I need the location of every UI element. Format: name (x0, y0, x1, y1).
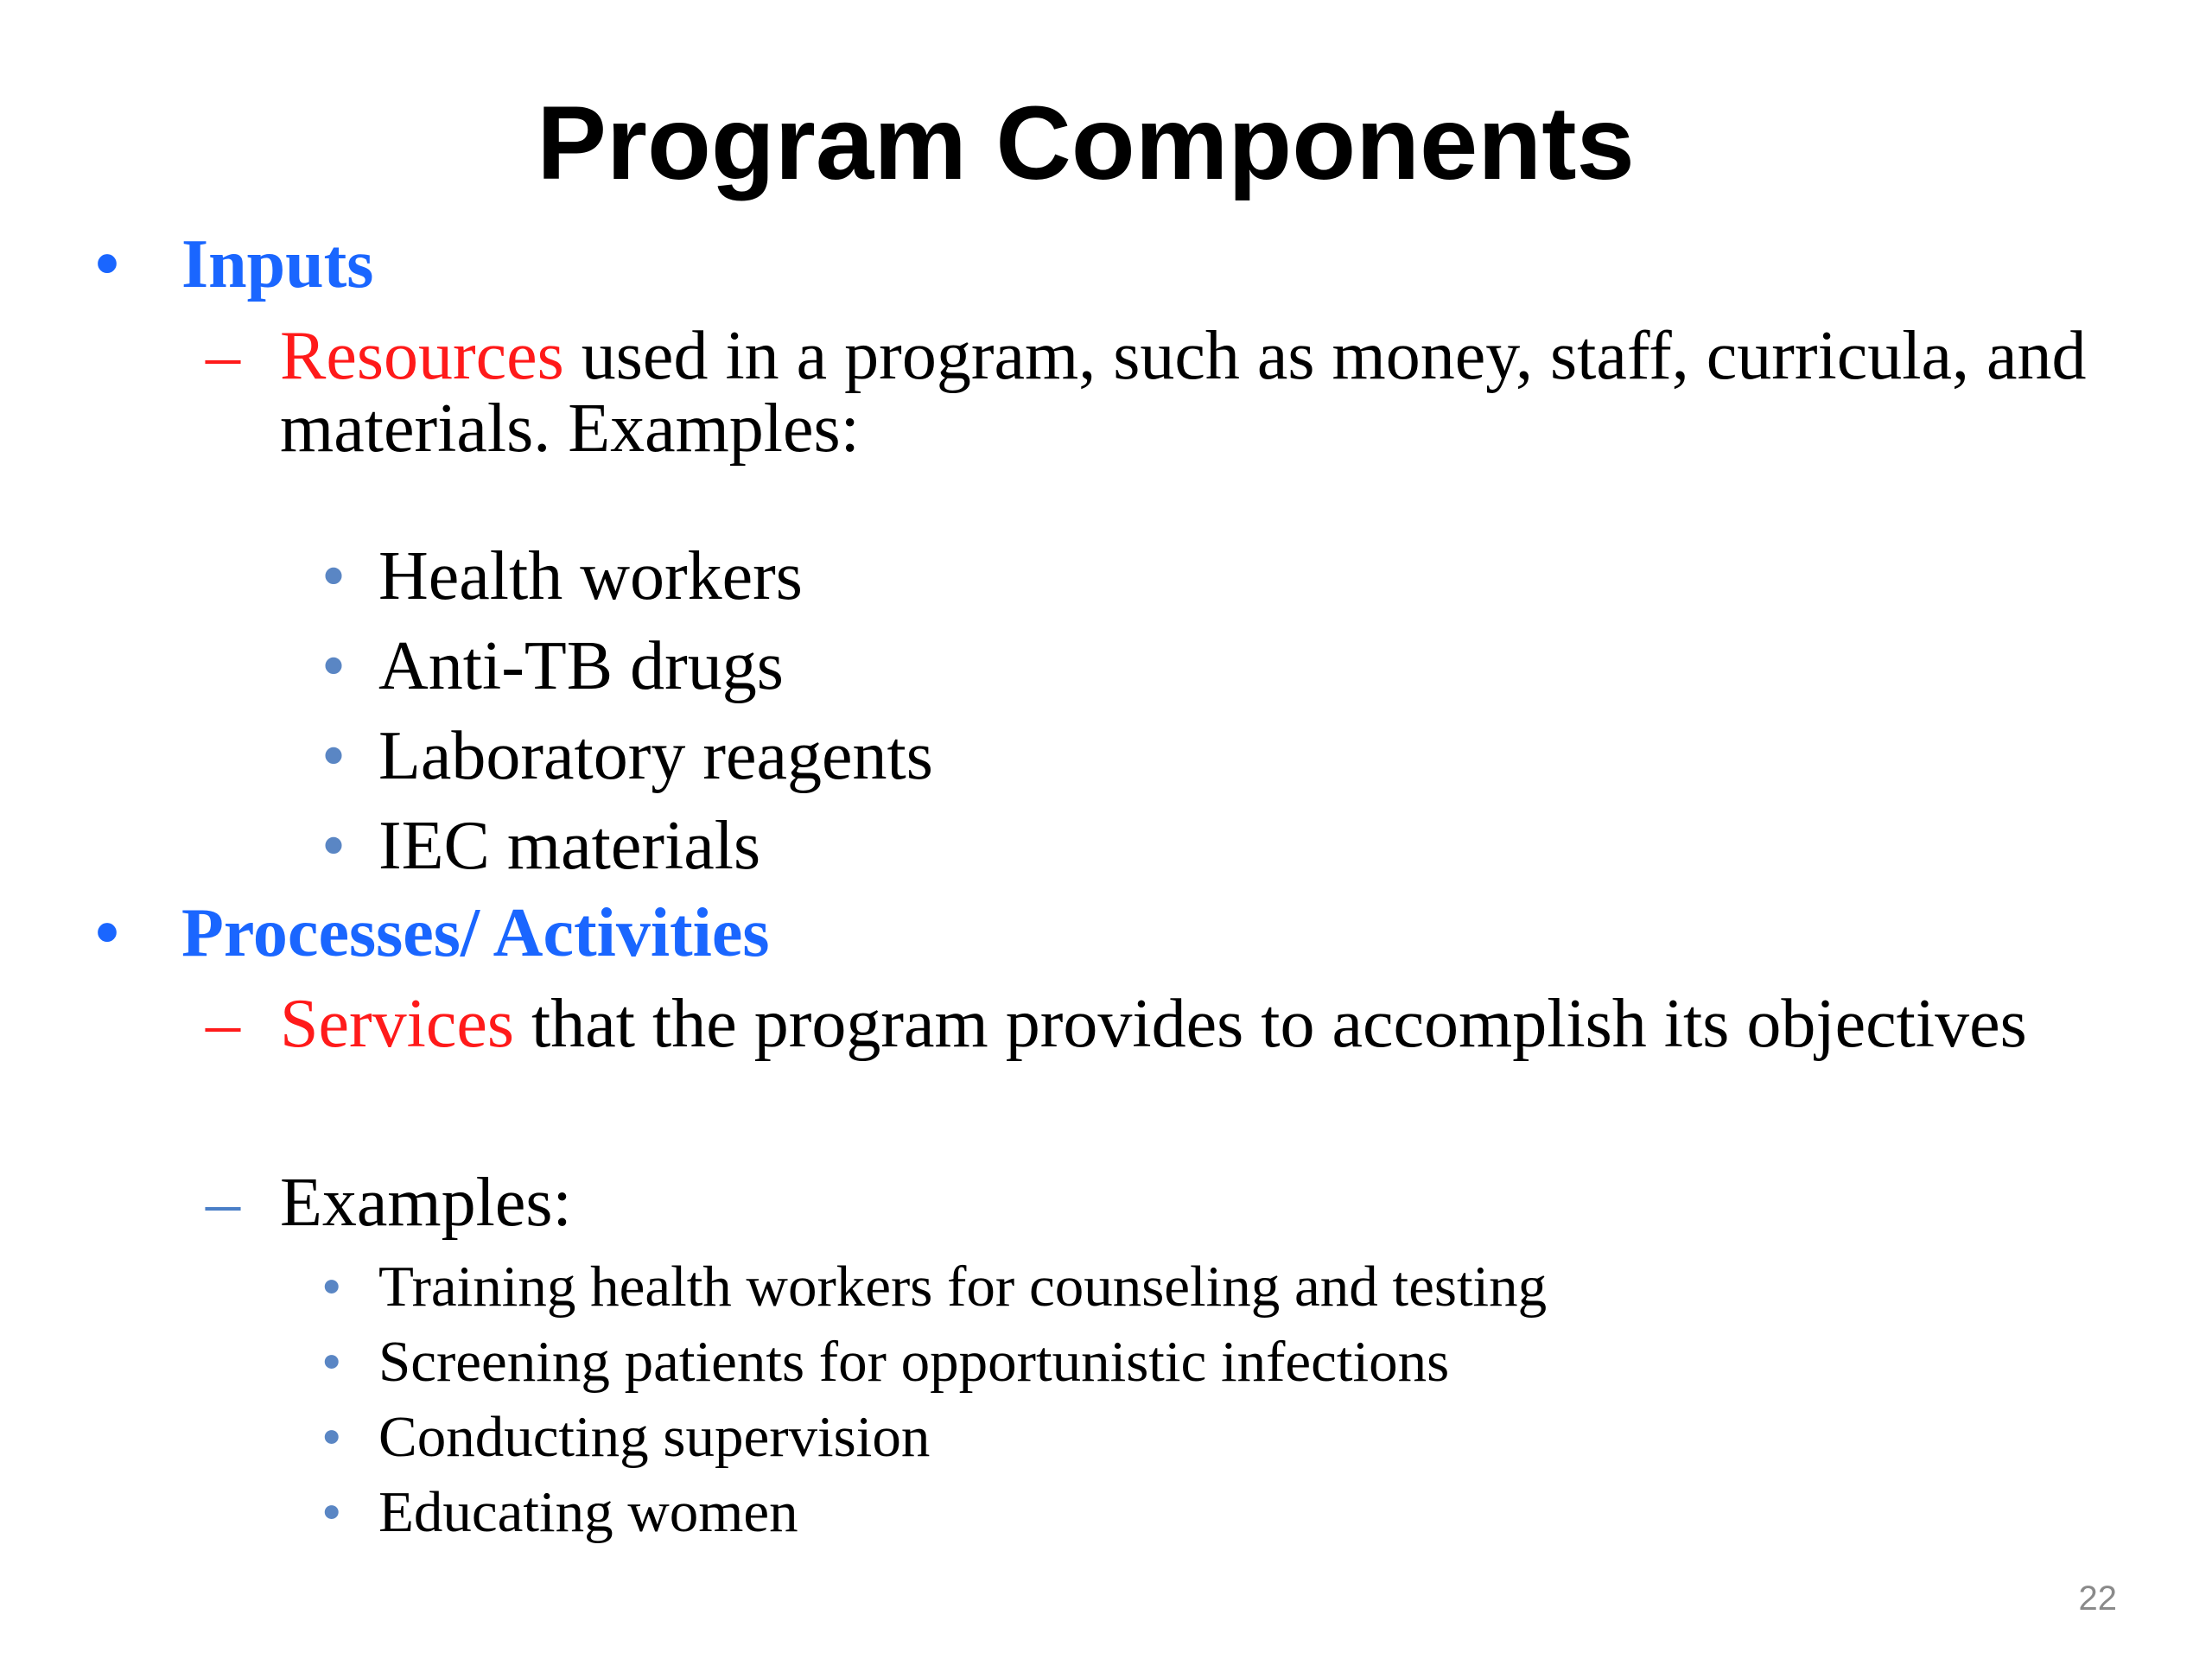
point-examples (206, 1166, 2107, 1239)
list-item-text: Educating women (378, 1480, 798, 1544)
bullet-icon: • (95, 226, 120, 302)
bullet-icon: • (321, 538, 346, 614)
list-item-text: Anti-TB drugs (378, 628, 784, 704)
list-item-text: Conducting supervision (378, 1405, 931, 1469)
point-text (280, 320, 2107, 465)
list-item (321, 1325, 1449, 1400)
point-resources (206, 320, 2107, 465)
list-item (321, 801, 760, 891)
list-item-text: IEC materials (378, 808, 761, 884)
list-item-text: Training health workers for counseling and testing (378, 1255, 1548, 1319)
list-item (321, 1400, 930, 1475)
bullet-icon: • (321, 1330, 342, 1394)
bullet-icon: • (321, 1255, 342, 1319)
point-body: that the program provides to accomplish its objectives (514, 986, 2027, 1062)
page-number: 22 (2078, 1580, 2117, 1618)
section-heading-processes (95, 892, 770, 975)
point-text: Examples: (280, 1165, 572, 1241)
list-item-text: Health workers (378, 538, 803, 614)
point-text (280, 988, 2107, 1060)
bullet-icon: • (321, 1405, 342, 1469)
dash-icon: – (206, 318, 240, 394)
bullet-icon: • (321, 1480, 342, 1544)
point-body: used in a program, such as money, staff, curricula, and materials. Examples: (280, 318, 2087, 467)
bullet-icon: • (321, 808, 346, 884)
section-heading-label: Processes/ Activities (181, 895, 770, 971)
list-item (321, 1249, 1547, 1325)
bullet-icon: • (95, 895, 120, 971)
list-item (321, 531, 803, 621)
highlight-term: Services (280, 986, 515, 1062)
list-item (321, 711, 933, 801)
highlight-term: Resources (280, 318, 564, 394)
list-item (321, 621, 784, 711)
point-services (206, 988, 2107, 1060)
slide-title: Program Components (537, 84, 1635, 201)
dash-icon: – (206, 986, 240, 1062)
bullet-icon: • (321, 718, 346, 794)
list-item (321, 1475, 798, 1550)
bullet-icon: • (321, 628, 346, 704)
section-heading-inputs (95, 223, 373, 306)
section-heading-label: Inputs (181, 226, 374, 302)
list-item-text: Laboratory reagents (378, 718, 933, 794)
dash-icon: – (206, 1165, 240, 1241)
list-item-text: Screening patients for opportunistic infections (378, 1330, 1450, 1394)
